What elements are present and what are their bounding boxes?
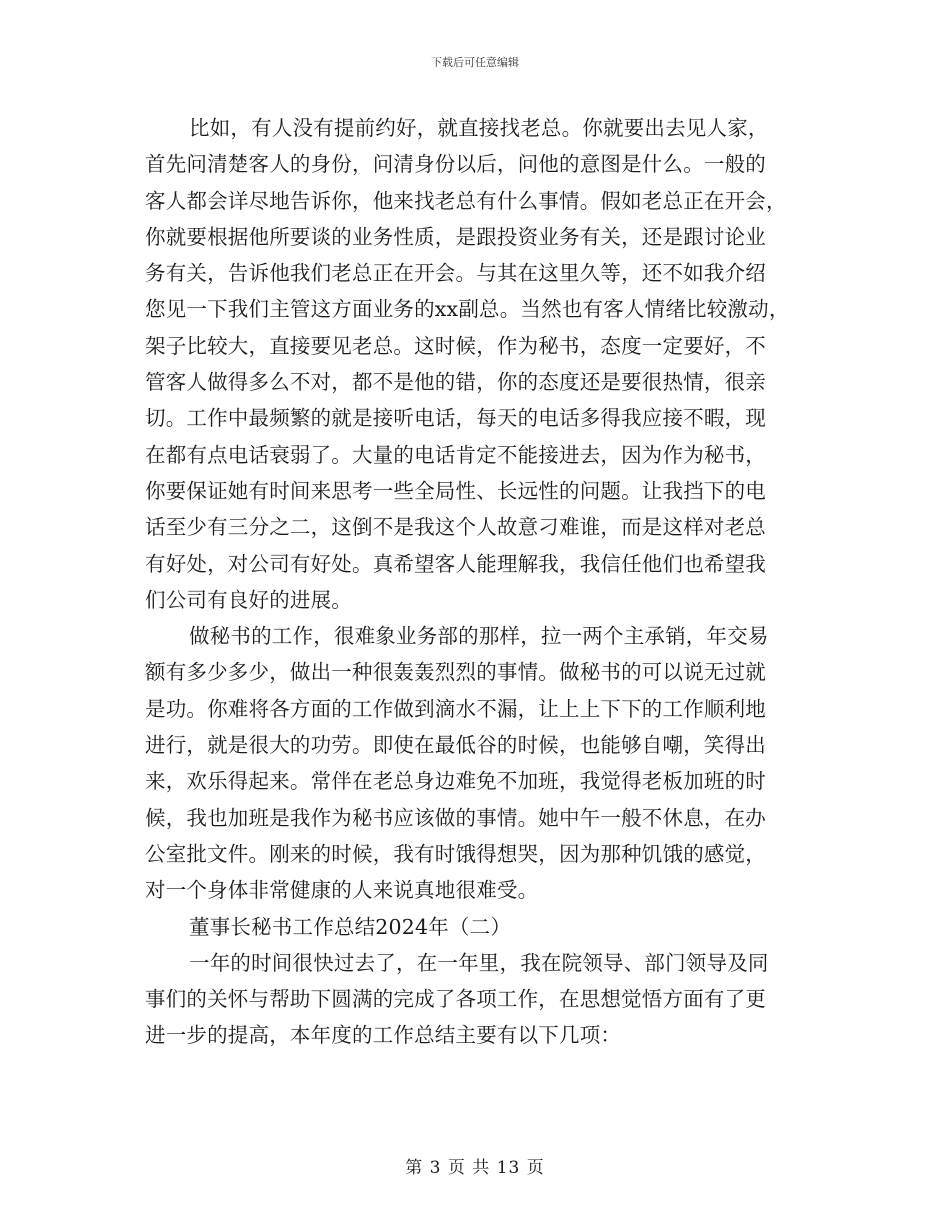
paragraph-line: 是功。你难将各方面的工作做到滴水不漏，让上上下下的工作顺利地 xyxy=(145,696,766,721)
paragraph-line: 一年的时间很快过去了，在一年里，我在院领导、部门领导及同 xyxy=(189,950,769,975)
paragraph-line: 们公司有良好的进展。 xyxy=(145,587,352,612)
paragraph-line: 您见一下我们主管这方面业务的xx副总。当然也有客人情绪比较激动， xyxy=(145,297,790,322)
paragraph-line: 管客人做得多么不对，都不是他的错，你的态度还是要很热情，很亲 xyxy=(145,370,766,395)
page-footer: 第 3 页 共 13 页 xyxy=(405,1158,545,1178)
paragraph-line: 在都有点电话衰弱了。大量的电话肯定不能接进去，因为作为秘书， xyxy=(145,442,766,467)
paragraph-line: 对一个身体非常健康的人来说真地很难受。 xyxy=(145,878,539,903)
paragraph-line: 务有关，告诉他我们老总正在开会。与其在这里久等，还不如我介绍 xyxy=(145,261,766,286)
document-body xyxy=(145,110,813,1054)
page-header: 下载后可任意编辑 xyxy=(431,56,519,69)
paragraph-line: 首先问清楚客人的身份，问清身份以后，问他的意图是什么。一般的 xyxy=(145,152,766,177)
paragraph-line: 话至少有三分之二，这倒不是我这个人故意刁难谁，而是这样对老总 xyxy=(145,515,766,540)
paragraph-line: 客人都会详尽地告诉你，他来找老总有什么事情。假如老总正在开会， xyxy=(145,188,787,213)
paragraph-line: 公室批文件。刚来的时候，我有时饿得想哭，因为那种饥饿的感觉， xyxy=(145,841,766,866)
paragraph-line: 比如，有人没有提前约好，就直接找老总。你就要出去见人家， xyxy=(189,116,769,140)
paragraph-line: 进一步的提高，本年度的工作总结主要有以下几项： xyxy=(145,1023,622,1048)
paragraph-line: 做秘书的工作，很难象业务部的那样，拉一两个主承销，年交易 xyxy=(189,624,769,649)
paragraph-line: 切。工作中最频繁的就是接听电话，每天的电话多得我应接不暇，现 xyxy=(145,406,766,431)
paragraph-line: 来，欢乐得起来。常伴在老总身边难免不加班，我觉得老板加班的时 xyxy=(145,769,766,794)
paragraph-line: 进行，就是很大的功劳。即使在最低谷的时候，也能够自嘲，笑得出 xyxy=(145,733,766,758)
paragraph-line: 架子比较大，直接要见老总。这时候，作为秘书，态度一定要好，不 xyxy=(145,333,766,358)
paragraph-line: 候，我也加班是我作为秘书应该做的事情。她中午一般不休息，在办 xyxy=(145,805,766,830)
paragraph-line: 有好处，对公司有好处。真希望客人能理解我，我信任他们也希望我 xyxy=(145,551,766,576)
paragraph-line: 你就要根据他所要谈的业务性质，是跟投资业务有关，还是跟讨论业 xyxy=(145,224,766,249)
paragraph-line: 你要保证她有时间来思考一些全局性、长远性的问题。让我挡下的电 xyxy=(145,478,766,503)
section-heading: 董事长秘书工作总结2024年（二） xyxy=(189,914,512,939)
paragraph-line: 额有多少多少，做出一种很轰轰烈烈的事情。做秘书的可以说无过就 xyxy=(145,660,766,685)
paragraph-line: 事们的关怀与帮助下圆满的完成了各项工作，在思想觉悟方面有了更 xyxy=(145,987,766,1012)
